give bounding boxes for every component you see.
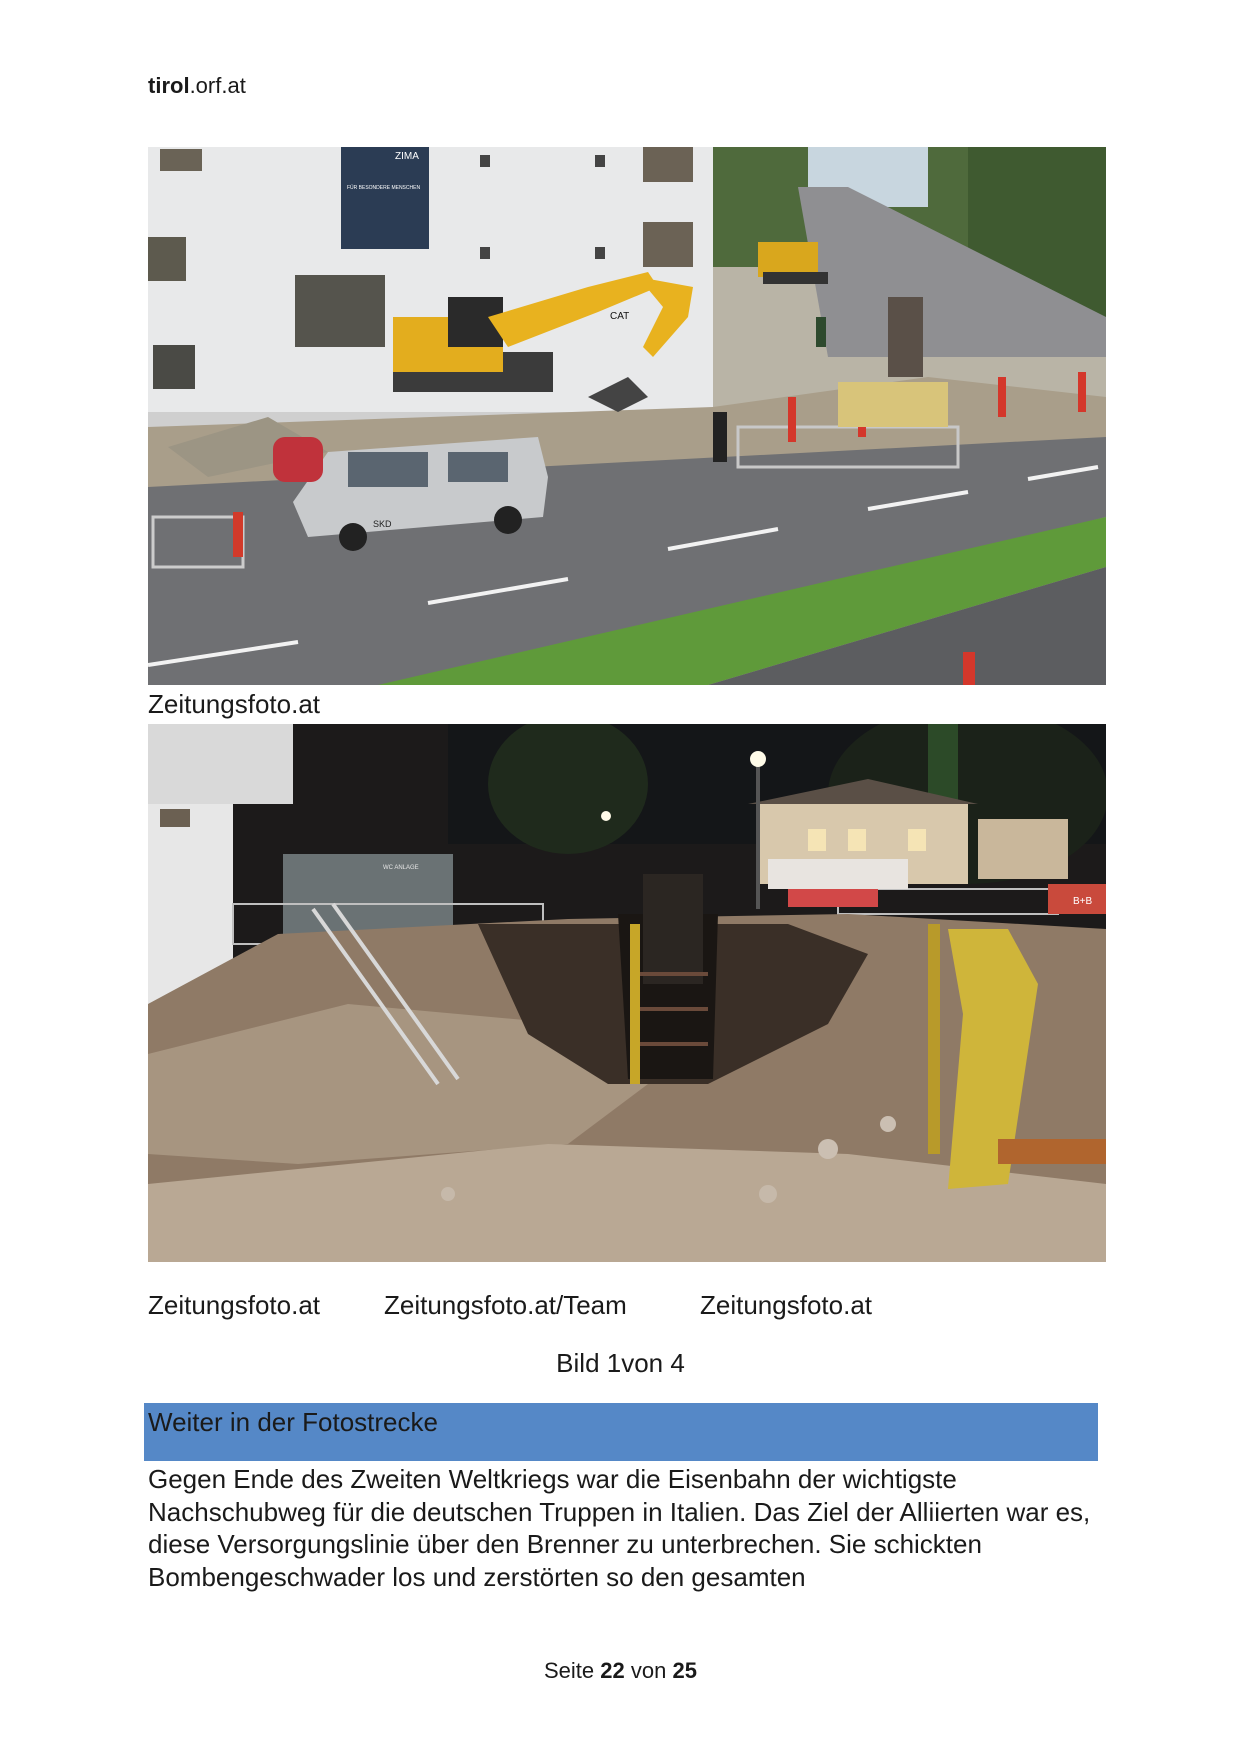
footer-page-total: 25 <box>672 1658 697 1683</box>
gallery-next-label: Weiter in der Fotostrecke <box>148 1407 438 1437</box>
photo-credit-1: Zeitungsfoto.at <box>148 1290 320 1320</box>
van-plate: SKD <box>373 519 392 529</box>
footer-page-number: 22 <box>600 1658 625 1683</box>
gallery-next-button[interactable] <box>144 1403 1098 1461</box>
container-label: WC ANLAGE <box>383 865 419 871</box>
building-sign-brand: ZIMA <box>395 151 419 162</box>
excavator-brand: CAT <box>610 311 630 322</box>
site-header <box>148 72 246 100</box>
site-name-bold: tirol <box>148 73 190 98</box>
photo-construction-day[interactable] <box>148 147 1106 685</box>
footer-prefix: Seite <box>544 1658 595 1683</box>
footer-middle: von <box>630 1658 667 1683</box>
site-name-domain: .orf.at <box>189 73 246 98</box>
photo-excavation-night[interactable] <box>148 724 1106 1262</box>
article-paragraph: Gegen Ende des Zweiten Weltkriegs war die Eisenbahn der wichtigste Nachschubweg für die deutschen Truppen in Italien. Das Ziel der Alliierten war es, diese Versorgungslinie über den Brenner zu unterbrechen. Sie schickten Bombengeschwader los und zerstörten so den gesamten <box>148 1464 1091 1592</box>
photo-credit-2: Zeitungsfoto.at/Team <box>384 1290 627 1320</box>
photo-construction-day-image <box>148 147 1106 685</box>
page-footer <box>0 1657 1241 1685</box>
building-sign-text: FÜR BESONDERE MENSCHEN <box>347 185 421 191</box>
photo-credit-3: Zeitungsfoto.at <box>700 1290 872 1320</box>
photo-credit-top: Zeitungsfoto.at <box>148 689 320 719</box>
banner-text: B+B <box>1073 896 1093 907</box>
gallery-counter: Bild 1von 4 <box>556 1348 685 1378</box>
photo-excavation-night-image <box>148 724 1106 1262</box>
